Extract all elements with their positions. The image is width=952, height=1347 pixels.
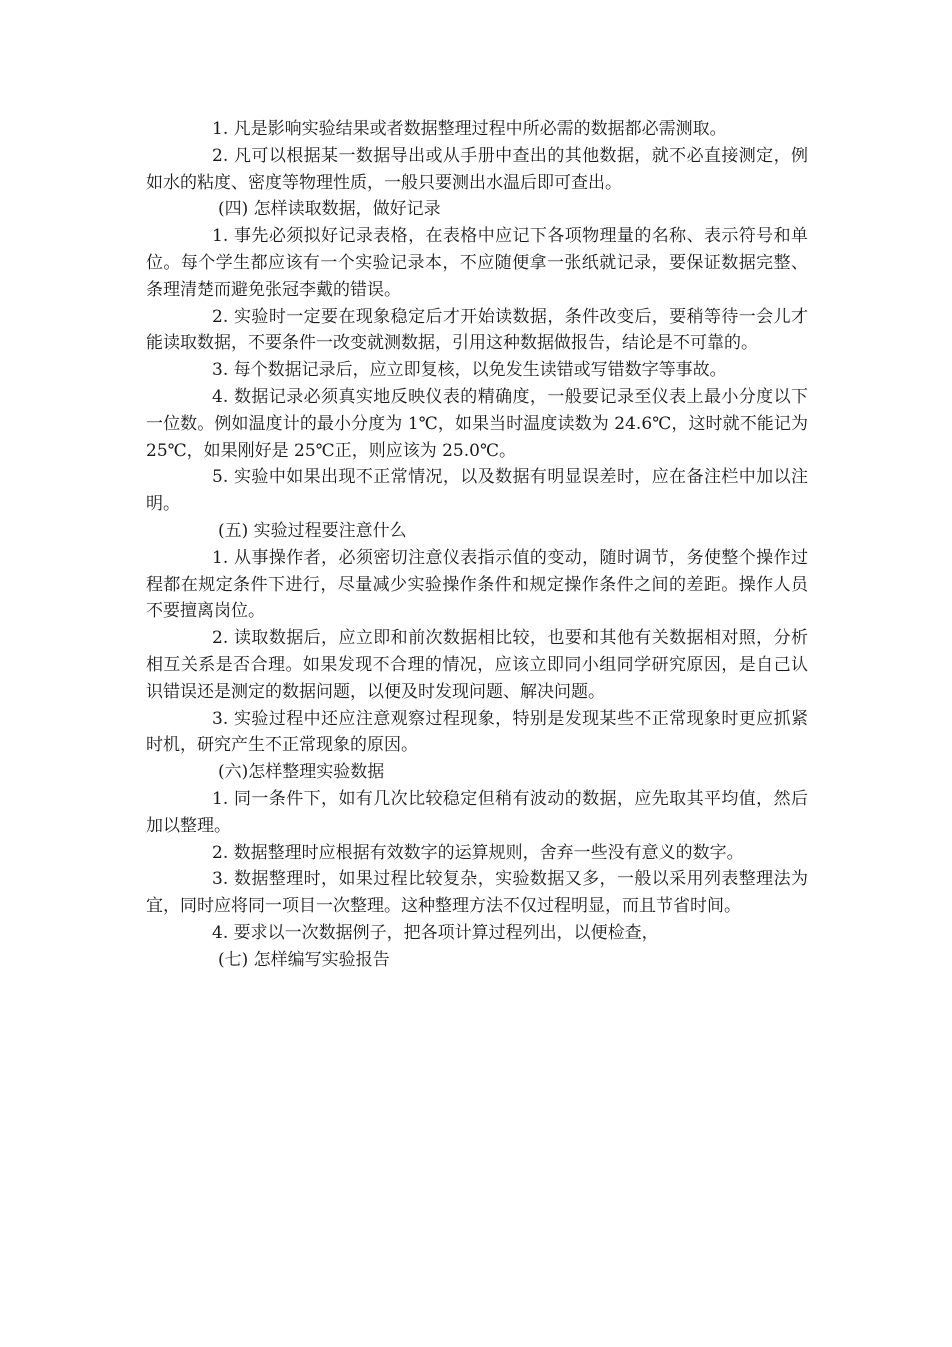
section-heading: (六)怎样整理实验数据 xyxy=(218,762,385,783)
section-heading: (四) 怎样读取数据，做好记录 xyxy=(218,199,441,220)
section-heading: (五) 实验过程要注意什么 xyxy=(218,520,407,541)
paragraph: 2. 读取数据后，应立即和前次数据相比较，也要和其他有关数据相对照，分析相互关系是否合理。如果发现不合理的情况，应该立即同小组同学研究原因，是自己认识错误还是测定的数据问题，以便及时发现问题、解决问题。 xyxy=(146,628,808,702)
paragraph: 4. 要求以一次数据例子，把各项计算过程列出，以便检查， xyxy=(212,922,659,943)
paragraph: 2. 凡可以根据某一数据导出或从手册中查出的其他数据，就不必直接测定，例如水的粘度、密度等物理性质，一般只要测出水温后即可查出。 xyxy=(146,145,808,193)
paragraph: 2. 数据整理时应根据有效数字的运算规则，舍弃一些没有意义的数字。 xyxy=(212,842,744,863)
paragraph: 3. 每个数据记录后，应立即复核，以免发生读错或写错数字等事故。 xyxy=(212,360,727,381)
document-body xyxy=(146,116,808,974)
paragraph: 2. 实验时一定要在现象稳定后才开始读数据，条件改变后，要稍等待一会儿才能读取数据，不要条件一改变就测数据，引用这种数据做报告，结论是不可靠的。 xyxy=(146,306,808,354)
paragraph: 1. 同一条件下，如有几次比较稳定但稍有波动的数据，应先取其平均值，然后加以整理。 xyxy=(146,788,808,836)
paragraph: 3. 数据整理时，如果过程比较复杂，实验数据又多，一般以采用列表整理法为宜，同时应将同一项目一次整理。这种整理方法不仅过程明显，而且节省时间。 xyxy=(146,869,808,917)
section-heading: (七) 怎样编写实验报告 xyxy=(218,949,390,970)
paragraph: 5. 实验中如果出现不正常情况，以及数据有明显误差时，应在备注栏中加以注明。 xyxy=(146,467,808,515)
paragraph: 1. 从事操作者，必须密切注意仪表指示值的变动，随时调节，务使整个操作过程都在规定条件下进行，尽量减少实验操作条件和规定操作条件之间的差距。操作人员不要擅离岗位。 xyxy=(146,547,808,622)
paragraph: 4. 数据记录必须真实地反映仪表的精确度，一般要记录至仪表上最小分度以下一位数。例如温度计的最小分度为 1℃，如果当时温度读数为 24.6℃，这时就不能记为 25℃，如果刚好是 25℃正，则应该为 25.0℃。 xyxy=(146,386,808,461)
paragraph: 1. 事先必须拟好记录表格，在表格中应记下各项物理量的名称、表示符号和单位。每个学生都应该有一个实验记录本，不应随便拿一张纸就记录，要保证数据完整、条理清楚而避免张冠李戴的错误。 xyxy=(146,226,808,300)
paragraph: 1. 凡是影响实验结果或者数据整理过程中所必需的数据都必需测取。 xyxy=(212,119,727,139)
paragraph: 3. 实验过程中还应注意观察过程现象，特别是发现某些不正常现象时更应抓紧时机，研究产生不正常现象的原因。 xyxy=(146,708,808,756)
